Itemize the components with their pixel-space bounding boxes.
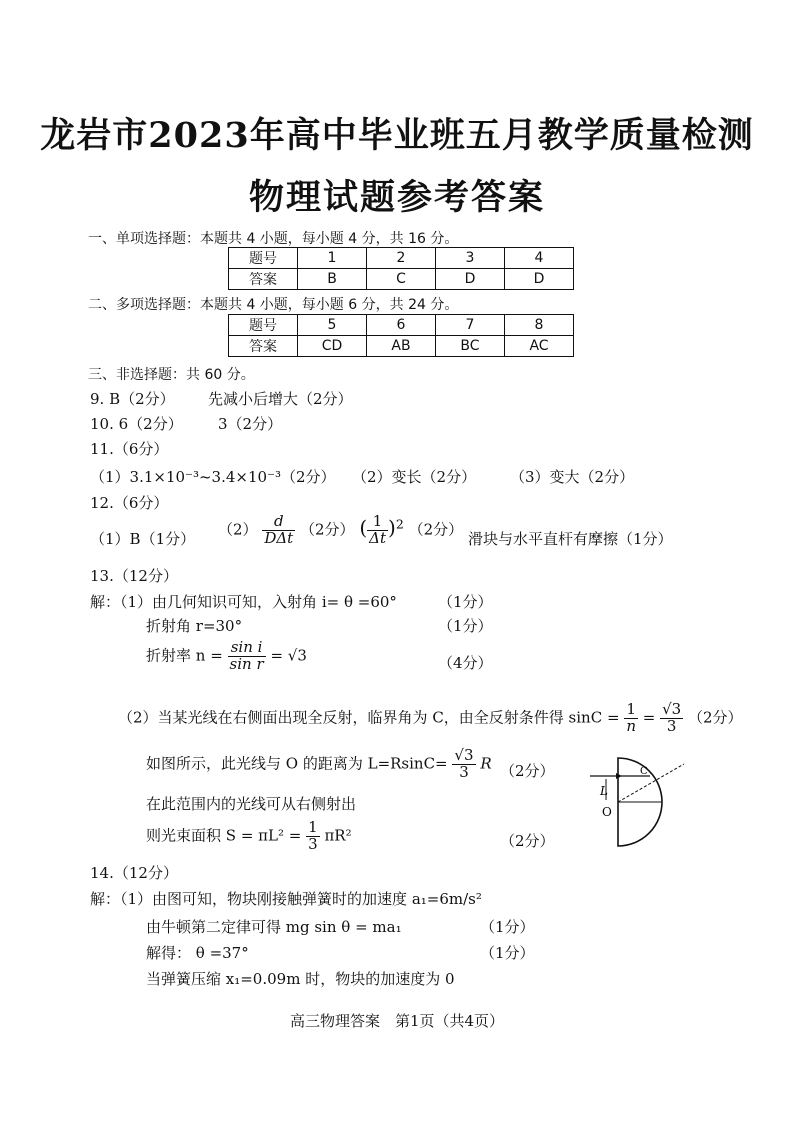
denominator: 3 (666, 716, 677, 735)
q13-line-1: 解：（1）由几何知识可知，入射角 i= θ =60° (90, 593, 397, 611)
q13-line-5-score: （2分） (500, 762, 555, 780)
table-cell: 1 (298, 248, 367, 269)
table-cell: 7 (436, 315, 505, 336)
table-cell: D (505, 269, 574, 290)
numerator: 1 (367, 514, 388, 531)
denominator: 3 (308, 834, 318, 853)
q11-part-2: （2）变长（2分） (352, 468, 477, 486)
q13-heading: 13.（12分） (90, 567, 178, 585)
q12-part-4: 滑块与水平直杆有摩擦（1分） (468, 530, 673, 548)
fraction (262, 514, 295, 547)
score: （2分） (408, 520, 464, 539)
label-L: L (600, 784, 608, 798)
table-cell: BC (436, 336, 505, 357)
fraction (660, 702, 683, 735)
q13-line-3 (146, 640, 307, 673)
normal-line (618, 764, 684, 802)
q12-heading: 12.（6分） (90, 494, 169, 512)
score: （2分） (300, 520, 355, 539)
numerator: √3 (662, 700, 682, 718)
table-cell: 3 (436, 248, 505, 269)
numerator: √3 (454, 746, 474, 764)
table-cell: 答案 (229, 269, 298, 290)
critical-angle-text: （2）当某光线在右侧面出现全反射，临界角为 C，由全反射条件得 sinC = (118, 708, 620, 727)
radius-symbol: R (480, 754, 492, 773)
page-footer: 高三物理答案 第1页（共4页） (289, 1012, 505, 1030)
q14-heading: 14.（12分） (90, 864, 178, 882)
table-row (229, 315, 574, 336)
table-cell: AC (505, 336, 574, 357)
q14-line-4: 当弹簧压缩 x₁=0.09m 时，物块的加速度为 0 (146, 970, 455, 988)
q13-line-2-score: （1分） (438, 617, 493, 635)
q12-part-2-label: （2） (218, 520, 258, 539)
semicircle-diagram (588, 752, 688, 852)
area-result: πR² (324, 826, 352, 845)
q10-answer-2: 3（2分） (218, 415, 283, 433)
table-row (229, 248, 574, 269)
q9-answer-2: 先减小后增大（2分） (208, 390, 353, 408)
table-cell: 题号 (229, 248, 298, 269)
table-cell: 答案 (229, 336, 298, 357)
q12-part-1: （1）B（1分） (90, 530, 196, 548)
fraction (306, 820, 320, 853)
table-cell: 题号 (229, 315, 298, 336)
fraction (452, 748, 475, 781)
document-subtitle: 物理试题参考答案 (248, 177, 545, 218)
section-1-heading: 一、单项选择题：本题共 4 小题，每小题 4 分，共 16 分。 (88, 231, 459, 247)
q13-line-1-score: （1分） (438, 593, 493, 611)
q13-line-6: 在此范围内的光线可从右侧射出 (146, 795, 357, 813)
q14-line-2-score: （1分） (480, 918, 535, 936)
numerator: d (262, 514, 295, 531)
q11-heading: 11.（6分） (90, 440, 169, 458)
score: （2分） (688, 708, 743, 727)
table-cell: AB (367, 336, 436, 357)
q13-line-4: （2）当某光线在右侧面出现全反射，临界角为 C，由全反射条件得 sinC = $\frac{1}{n}$ = $\frac{√3}{3}$ （2分） (118, 700, 743, 735)
table-cell: D (436, 269, 505, 290)
document-title: 龙岩市2023年高中毕业班五月教学质量检测 (40, 115, 754, 156)
equation-result: = √3 (270, 646, 307, 665)
numerator: 1 (308, 818, 318, 836)
q13-line-2: 折射角 r=30° (146, 617, 243, 635)
refraction-label: 折射率 n = (146, 646, 223, 665)
q13-line-5 (146, 748, 492, 781)
distance-text: 如图所示，此光线与 O 的距离为 L=RsinC= (146, 754, 448, 773)
q12-part-2: （2） $\frac{d}{\text{DΔt}}$ （2分） ( $\frac{1}{\Delta t}$ )$^2$ （2分） (218, 512, 464, 547)
area-text: 则光束面积 S = πL² = (146, 826, 302, 845)
label-C: C (640, 766, 648, 777)
q10-answer: 10. 6（2分） (90, 415, 183, 433)
q14-line-1: 解：（1）由图可知，物块刚接触弹簧时的加速度 a₁=6m/s² (90, 890, 482, 908)
q14-line-3: 解得： θ =37° (146, 944, 249, 962)
q11-part-3: （3）变大（2分） (510, 468, 635, 486)
answer-table-2 (228, 314, 574, 357)
q13-line-3-score: （4分） (438, 654, 493, 672)
denominator: 3 (459, 762, 469, 781)
answer-table-1 (228, 247, 574, 290)
numerator: 1 (624, 702, 638, 719)
table-cell: CD (298, 336, 367, 357)
fraction (367, 514, 388, 547)
q13-line-7-score: （2分） (500, 832, 555, 850)
table-cell: C (367, 269, 436, 290)
q13-line-7 (146, 820, 352, 853)
fraction (624, 702, 638, 735)
table-cell: 4 (505, 248, 574, 269)
table-cell: 8 (505, 315, 574, 336)
table-row (229, 269, 574, 290)
q14-line-2: 由牛顿第二定律可得 mg sin θ = ma₁ (146, 918, 402, 936)
denominator: DΔt (264, 528, 294, 547)
fraction (228, 640, 266, 673)
denominator: Δt (369, 528, 387, 547)
section-3-heading: 三、非选择题：共 60 分。 (88, 367, 255, 383)
table-row (229, 336, 574, 357)
table-cell: 2 (367, 248, 436, 269)
label-O: O (602, 805, 612, 819)
table-cell: 5 (298, 315, 367, 336)
table-cell: B (298, 269, 367, 290)
table-cell: 6 (367, 315, 436, 336)
q14-line-3-score: （1分） (480, 944, 535, 962)
denominator: n (626, 716, 636, 735)
section-2-heading: 二、多项选择题：本题共 4 小题，每小题 6 分，共 24 分。 (88, 297, 459, 313)
q9-answer: 9. B（2分） (90, 390, 175, 408)
q11-part-1: （1）3.1×10⁻³~3.4×10⁻³（2分） (90, 468, 336, 486)
numerator: sin i (228, 640, 266, 657)
denominator: sin r (229, 654, 264, 673)
